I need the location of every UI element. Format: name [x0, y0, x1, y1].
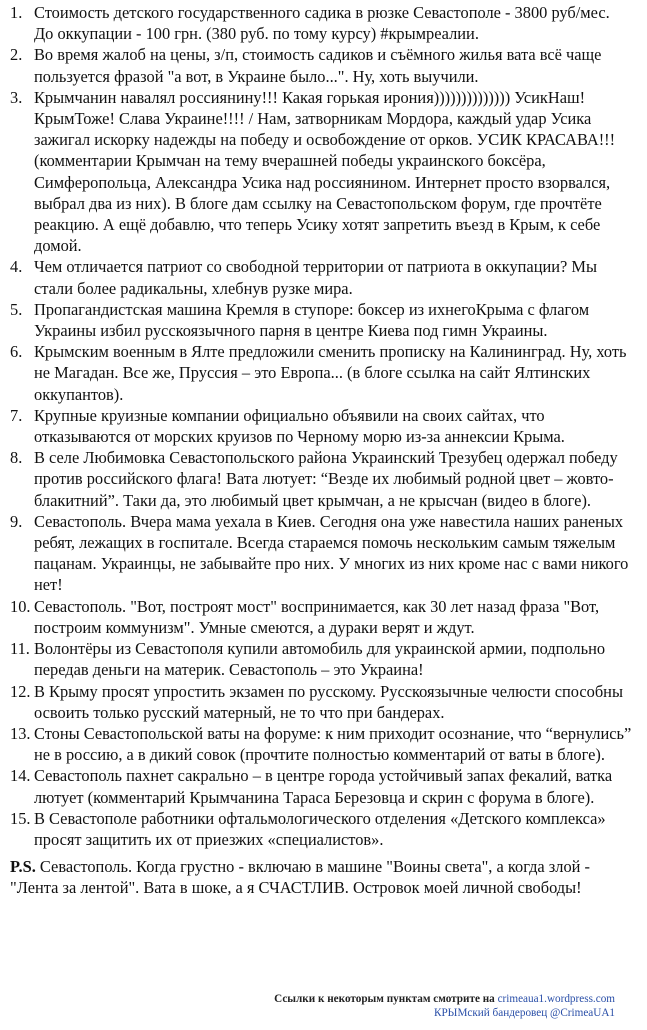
footer-author[interactable]: КРЫМский бандеровец @CrimeaUA1: [434, 1007, 615, 1019]
postscript-label: P.S.: [10, 857, 36, 877]
item-text: Крымским военным в Ялте предложили сменить прописку на Калининград. Ну, хоть не Магадан. Все же, Пруссия – это Европа... (в блоге ссылка на сайт Ялтинских оккупантов).: [34, 342, 627, 404]
list-item: [10, 341, 633, 405]
list-item: [10, 681, 633, 723]
item-number: 14.: [10, 766, 31, 786]
item-number: 3.: [10, 87, 23, 107]
item-number: 1.: [10, 3, 23, 22]
item-text: Крымчанин навалял россиянину!!! Какая горькая ирония)))))))))))))) УсикНаш! КрымТоже! Слава Украине!!!! / Нам, затворникам Мордора, каждый удар Усика зажигал искорку надежды на победу и освобождение от орков. УСИК КРАСАВА!!! (комментарии Крымчан на тему вчерашней победы украинского боксёра, Симферопольца, Александра Усика над россиянином. Интернет просто взорвался, выбрал два из них). В блоге дам ссылку на Севастопольском форум, где прочтёте реакцию. А ещё добавлю, что теперь Усику хотят запретить въезд в Крым, к себе домой.: [34, 87, 616, 256]
item-text: Чем отличается патриот со свободной территории от патриота в оккупации? Мы стали более радикальны, хлебнув рузке мира.: [34, 257, 597, 298]
item-number: 6.: [10, 342, 23, 362]
item-text: Пропагандистская машина Кремля в ступоре: боксер из ихнегоКрыма с флагом Украины избил русскоязычного парня в центре Киева под гимн Украины.: [34, 299, 590, 341]
list-item: [10, 596, 633, 638]
list-item: [10, 299, 633, 341]
list-item: [10, 511, 633, 596]
footer-site-link[interactable]: crimeaua1.wordpress.com: [497, 993, 615, 1005]
item-text: Волонтёры из Севастополя купили автомобиль для украинской армии, подпольно передав деньги на материк. Севастополь – это Украина!: [34, 639, 606, 680]
item-text: В Крыму просят упростить экзамен по русскому. Русскоязычные челюсти способны освоить только русский матерный, не то что при бандерах.: [34, 681, 623, 722]
item-text: Стоны Севастопольской ваты на форуме: к ним приходит осознание, что “вернулись” не в россию, а в дикий совок (прочтите полностью комментарий от ваты в блоге).: [34, 723, 632, 765]
list-item: [10, 447, 633, 511]
item-number: 5.: [10, 299, 23, 319]
list-item: [10, 44, 633, 86]
footer-links-note: Ссылки к некоторым пунктам смотрите на: [274, 993, 498, 1005]
item-number: 11.: [10, 639, 30, 659]
item-text: Севастополь. "Вот, построят мост" воспринимается, как 30 лет назад фраза "Вот, построим коммунизм". Умные смеются, а дураки верят и ждут.: [34, 596, 600, 637]
item-text: Севастополь. Вчера мама уехала в Киев. Сегодня она уже навестила наших раненых ребят, лежащих в госпитале. Всегда стараемся помочь нескольким самым тяжелым пацанам. Украинцы, не забывайте про них. У многих из них кроме нас с вами никого нет!: [34, 511, 629, 595]
item-number: 8.: [10, 448, 23, 468]
item-number: 13.: [10, 723, 31, 743]
list-item: [10, 808, 633, 850]
item-number: 4.: [10, 257, 23, 277]
footer-links-line: [274, 992, 615, 1006]
item-text: В селе Любимовка Севастопольского района Украинский Трезубец одержал победу против российского флага! Вата лютует: “Везде их любимый родной цвет – жовто-блакитний”. Таки да, это любимый цвет крымчан, а не крысчан (видео в блоге).: [34, 448, 618, 510]
postscript: [10, 856, 633, 898]
list-item: [10, 2, 633, 44]
item-number: 12.: [10, 681, 31, 701]
item-text: В Севастополе работники офтальмологического отделения «Детского комплекса» просят защитить их от приезжих «специалистов».: [34, 808, 606, 849]
list-item: [10, 87, 633, 257]
postscript-text: Севастополь. Когда грустно - включаю в машине "Воины света", а когда злой - "Лента за лентой". Вата в шоке, а я СЧАСТЛИВ. Островок моей личной свободы!: [10, 857, 590, 898]
item-text: Во время жалоб на цены, з/п, стоимость садиков и съёмного жилья вата всё чаще пользуется фразой "а вот, в Украине было...". Ну, хоть выучили.: [34, 45, 602, 86]
item-number: 15.: [10, 808, 31, 828]
list-item: [10, 723, 633, 765]
item-number: 10.: [10, 596, 31, 616]
list-item: [10, 405, 633, 447]
item-number: 7.: [10, 405, 23, 425]
list-item: [10, 765, 633, 807]
item-text: Стоимость детского государственного садика в рюзке Севастополе - 3800 руб/мес. До оккупации - 100 грн. (380 руб. по тому курсу) #крымреалии.: [34, 3, 610, 44]
item-text: Севастополь пахнет сакрально – в центре города устойчивый запах фекалий, ватка лютует (комментарий Крымчанина Тараса Березовца и скрин с форума в блоге).: [34, 766, 613, 807]
item-number: 2.: [10, 45, 23, 65]
footer: [274, 992, 615, 1020]
list-item: [10, 638, 633, 680]
item-text: Крупные круизные компании официально объявили на своих сайтах, что отказываются от морских круизов по Черному морю из-за аннексии Крыма.: [34, 405, 565, 447]
numbered-list: [10, 2, 633, 850]
list-item: [10, 256, 633, 298]
item-number: 9.: [10, 511, 23, 531]
